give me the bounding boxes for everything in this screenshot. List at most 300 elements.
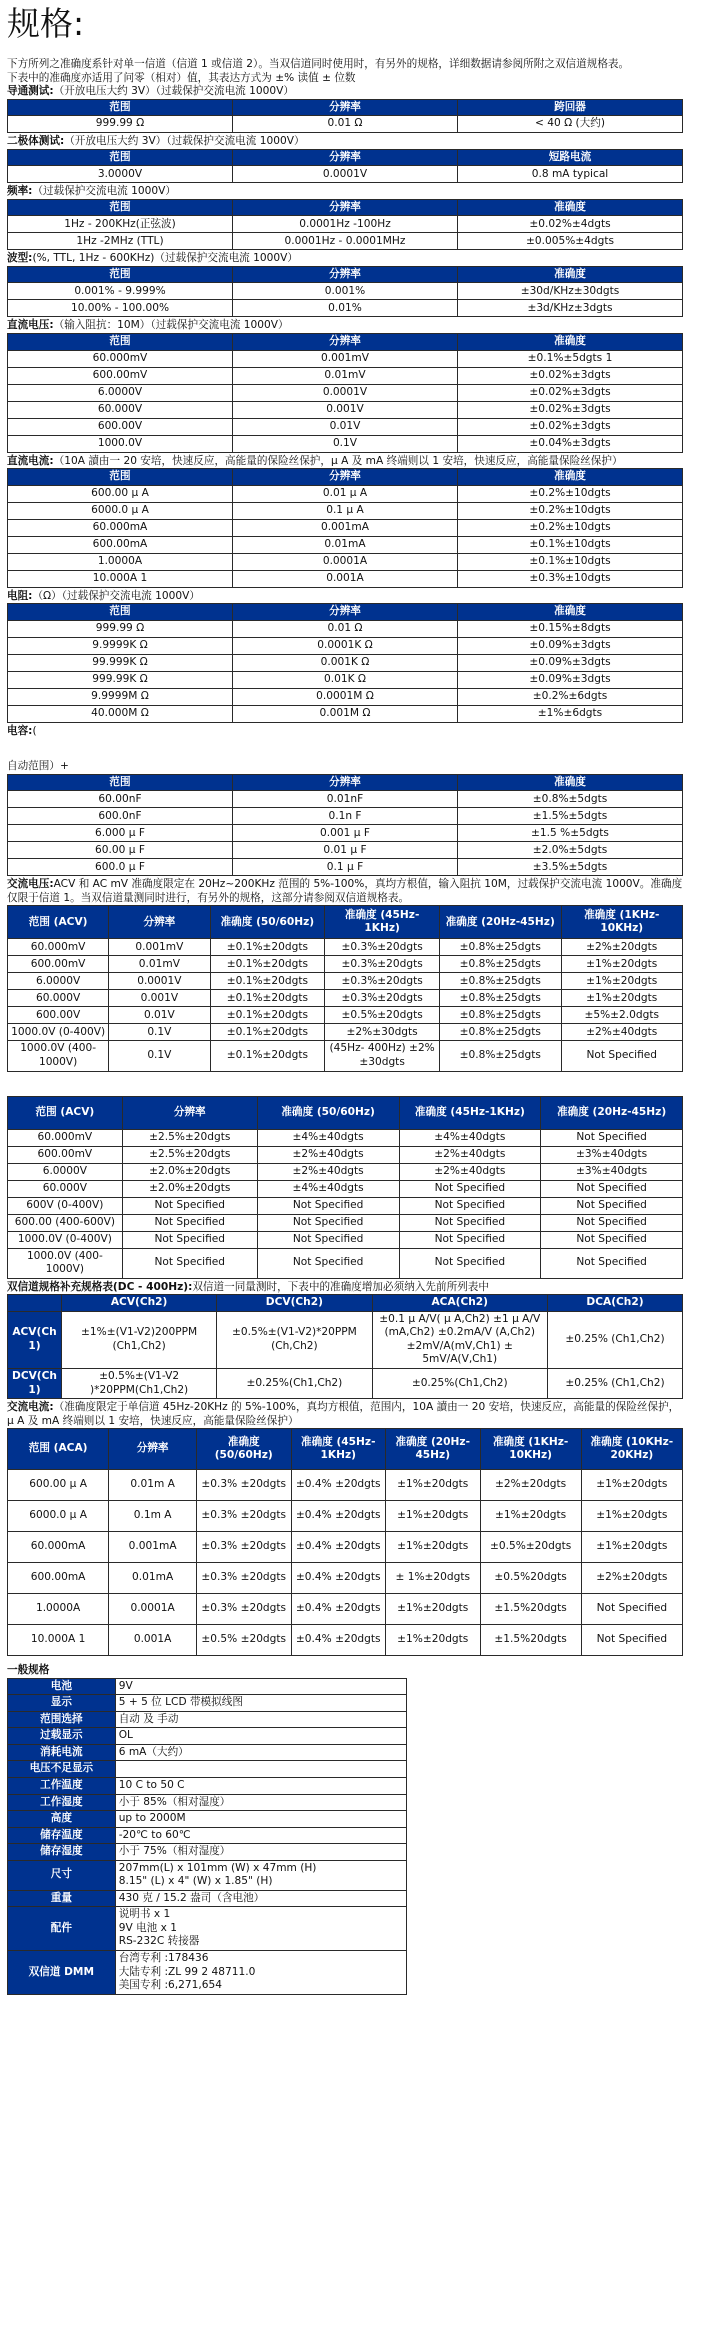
spec-value xyxy=(115,1744,406,1761)
table-cell: 6.0000V xyxy=(8,973,109,990)
table-cell: 60.000mA xyxy=(8,1532,109,1563)
spec-value xyxy=(115,1860,406,1890)
column-header: 准确度 (45Hz-1KHz) xyxy=(399,1096,541,1129)
table-cell: 600.00mA xyxy=(8,1563,109,1594)
table-row xyxy=(8,1368,683,1398)
table-cell: 600.00 μ A xyxy=(8,1470,109,1501)
table-cell: ±1%±20dgts xyxy=(561,990,683,1007)
table-cell: ±0.02%±3dgts xyxy=(458,418,683,435)
table-cell: 600.00mV xyxy=(8,956,109,973)
table-row xyxy=(8,688,683,705)
column-header: 分辨率 xyxy=(233,266,458,283)
spec-label: 储存温度 xyxy=(8,1827,116,1844)
table-cell: 0.1n F xyxy=(233,808,458,825)
table-cell: ±2%±20dgts xyxy=(561,939,683,956)
table-cell: 0.1V xyxy=(109,1024,210,1041)
table-cell: ±0.4% ±20dgts xyxy=(291,1563,386,1594)
general-row xyxy=(8,1678,407,1695)
table-cell: ±0.1%±10dgts xyxy=(458,536,683,553)
table-cell: 0.0001K Ω xyxy=(233,637,458,654)
table-cell: ±0.02%±3dgts xyxy=(458,401,683,418)
table-row xyxy=(8,1129,683,1146)
section-heading xyxy=(7,1281,683,1295)
section-note: （10A 讀由一 20 安培，快速反应，高能量的保险丝保护，μ A 及 mA 终端则以 1 安培，快速反应，高能量保险丝保护） xyxy=(53,454,623,467)
table-cell: ±0.8%±25dgts xyxy=(440,990,562,1007)
aca-table xyxy=(7,1428,683,1656)
table-cell: ±0.005%±4dgts xyxy=(458,233,683,250)
section-heading-label: 二极体测试: xyxy=(7,135,65,148)
table-row xyxy=(8,485,683,502)
table-cell: ±1%±20dgts xyxy=(581,1532,682,1563)
table-cell: ±0.09%±3dgts xyxy=(458,671,683,688)
table-cell: ±0.1%±20dgts xyxy=(210,1041,325,1071)
ohm-table xyxy=(7,603,683,723)
table-row xyxy=(8,808,683,825)
spec-value-line: 小于 75%（相对湿度） xyxy=(118,1845,231,1858)
table-row xyxy=(8,519,683,536)
spec-value-line: RS-232C 转接器 xyxy=(118,1935,200,1948)
table-cell: ±1.5%±5dgts xyxy=(458,808,683,825)
section-heading-label: 交流电压: xyxy=(7,878,54,891)
table-cell: ±0.02%±4dgts xyxy=(458,216,683,233)
section-heading xyxy=(7,590,683,604)
table-cell: 10.000A 1 xyxy=(8,570,233,587)
section-heading xyxy=(7,1401,683,1428)
table-cell: 6.0000V xyxy=(8,1163,123,1180)
table-row xyxy=(8,1146,683,1163)
table-cell: 10.000A 1 xyxy=(8,1625,109,1656)
table-cell: 9.9999K Ω xyxy=(8,637,233,654)
spec-value xyxy=(115,1907,406,1951)
table-row xyxy=(8,1532,683,1563)
table-cell: ± 1%±20dgts xyxy=(386,1563,481,1594)
table-cell: 0.01V xyxy=(109,1007,210,1024)
table-cell: ±30d/KHz±30dgts xyxy=(458,283,683,300)
spec-value xyxy=(115,1777,406,1794)
table-cell: ±1.5 %±5dgts xyxy=(458,825,683,842)
table-cell: ±0.1%±10dgts xyxy=(458,553,683,570)
table-row xyxy=(8,1248,683,1278)
table-row xyxy=(8,1625,683,1656)
table-row xyxy=(8,367,683,384)
spec-value xyxy=(115,1695,406,1712)
table-header-row xyxy=(8,199,683,216)
spec-value-line: up to 2000M xyxy=(118,1812,186,1825)
table-cell: 0.0001M Ω xyxy=(233,688,458,705)
duty-table xyxy=(7,266,683,318)
section-heading xyxy=(7,319,683,333)
spec-label: 双信道 DMM xyxy=(8,1950,116,1994)
table-cell: 600.00mA xyxy=(8,536,233,553)
spec-value-line: 10 C to 50 C xyxy=(118,1778,185,1791)
spec-sections xyxy=(7,85,683,1995)
column-header: 范围 xyxy=(8,99,233,116)
table-cell: ±1%±20dgts xyxy=(581,1501,682,1532)
table-cell: ±0.8%±25dgts xyxy=(440,973,562,990)
spec-value-line: 5 + 5 位 LCD 带模拟线图 xyxy=(118,1696,243,1709)
general-row xyxy=(8,1744,407,1761)
section-heading xyxy=(7,185,683,199)
table-cell: Not Specified xyxy=(541,1248,683,1278)
general-row xyxy=(8,1777,407,1794)
column-header: 准确度 xyxy=(458,604,683,621)
table-cell: ±0.5%±20dgts xyxy=(325,1007,440,1024)
table-header-row xyxy=(8,469,683,486)
table-cell: Not Specified xyxy=(541,1180,683,1197)
column-header: 分辨率 xyxy=(233,774,458,791)
table-cell: 0.01V xyxy=(233,418,458,435)
spec-label: 范围选择 xyxy=(8,1711,116,1728)
table-header-row xyxy=(8,1295,683,1312)
table-cell: 1Hz - 200KHz(正弦波) xyxy=(8,216,233,233)
table-cell: 600.00V xyxy=(8,1007,109,1024)
table-cell: 1.0000A xyxy=(8,553,233,570)
table-row xyxy=(8,116,683,133)
table-cell: ±0.04%±3dgts xyxy=(458,435,683,452)
table-header-row xyxy=(8,604,683,621)
table-cell: 60.000mV xyxy=(8,1129,123,1146)
table-cell: ±2%±20dgts xyxy=(480,1470,581,1501)
table-cell: 0.0001A xyxy=(109,1594,197,1625)
spec-value xyxy=(115,1728,406,1745)
column-header: 分辨率 xyxy=(109,906,210,939)
column-header: 准确度 (50/60Hz) xyxy=(210,906,325,939)
table-cell: ±3.5%±5dgts xyxy=(458,859,683,876)
spec-value-line: 自动 及 手动 xyxy=(118,1712,179,1725)
column-header: 准确度 (1KHz-10KHz) xyxy=(480,1429,581,1470)
table-cell: 60.000mA xyxy=(8,519,233,536)
table-cell: 1000.0V xyxy=(8,435,233,452)
table-row xyxy=(8,1007,683,1024)
table-header-row xyxy=(8,906,683,939)
table-cell: Not Specified xyxy=(541,1197,683,1214)
table-cell: ±1%±(V1-V2)200PPM (Ch1,Ch2) xyxy=(62,1311,217,1368)
section-heading-label: 电容: xyxy=(7,724,33,737)
table-row xyxy=(8,620,683,637)
column-header: 范围 xyxy=(8,774,233,791)
table-cell: 0.001A xyxy=(109,1625,197,1656)
spec-value-line: 美国专利 :6,271,654 xyxy=(118,1979,222,1992)
spec-label: 过载显示 xyxy=(8,1728,116,1745)
table-cell: ±0.4% ±20dgts xyxy=(291,1501,386,1532)
table-cell: DCV(Ch1) xyxy=(8,1368,62,1398)
table-cell: ±2%±40dgts xyxy=(257,1163,399,1180)
table-cell: 0.0001V xyxy=(233,384,458,401)
table-cell: Not Specified xyxy=(541,1214,683,1231)
column-header: 准确度 (45Hz-1KHz) xyxy=(291,1429,386,1470)
table-cell: ±0.25% (Ch1,Ch2) xyxy=(548,1311,683,1368)
section-note: （准确度限定于单信道 45Hz-20KHz 的 5%-100%，真均方根值，范围内，10A 讀由一 20 安培，快速反应，高能量的保险丝保护，μ A 及 mA 终端则以 1 安培，快速反应，高能量保险丝保护） xyxy=(7,1401,680,1427)
column-header: 范围 xyxy=(8,334,233,351)
spec-label: 储存湿度 xyxy=(8,1844,116,1861)
table-row xyxy=(8,1311,683,1368)
table-cell: Not Specified xyxy=(581,1594,682,1625)
table-cell: ±0.3% ±20dgts xyxy=(197,1594,292,1625)
intro-text xyxy=(7,58,683,85)
table-row xyxy=(8,384,683,401)
table-cell: ±0.3% ±20dgts xyxy=(197,1470,292,1501)
table-cell: Not Specified xyxy=(257,1248,399,1278)
table-row xyxy=(8,637,683,654)
section-heading-label: 交流电流: xyxy=(7,1401,54,1414)
table-cell: 0.1m A xyxy=(109,1501,197,1532)
column-header: DCV(Ch2) xyxy=(217,1295,372,1312)
spec-value-line: 207mm(L) x 101mm (W) x 47mm (H) xyxy=(118,1861,317,1874)
spec-value xyxy=(115,1711,406,1728)
table-header-row xyxy=(8,334,683,351)
spec-value-line: 小于 85%（相对湿度） xyxy=(118,1795,231,1808)
spec-label: 配件 xyxy=(8,1907,116,1951)
table-cell: (45Hz- 400Hz) ±2%±30dgts xyxy=(325,1041,440,1071)
table-cell: 60.000mV xyxy=(8,939,109,956)
table-cell: ±0.25%(Ch1,Ch2) xyxy=(217,1368,372,1398)
spec-value xyxy=(115,1890,406,1907)
spec-value xyxy=(115,1844,406,1861)
section-note: （过载保护交流电流 1000V） xyxy=(32,185,176,198)
table-cell: 0.001mV xyxy=(109,939,210,956)
spec-value-line: 9V 电池 x 1 xyxy=(118,1921,178,1934)
table-row xyxy=(8,1197,683,1214)
table-cell: ±0.3% ±20dgts xyxy=(197,1563,292,1594)
table-cell: 600.00mV xyxy=(8,1146,123,1163)
table-cell: 0.1V xyxy=(233,435,458,452)
table-cell: ±2.0%±20dgts xyxy=(122,1180,257,1197)
table-cell: ±0.5% ±20dgts xyxy=(197,1625,292,1656)
table-cell: ±0.3%±10dgts xyxy=(458,570,683,587)
table-row xyxy=(8,300,683,317)
spec-value-line: 8.15" (L) x 4" (W) x 1.85" (H) xyxy=(118,1875,273,1888)
table-cell: ±2%±40dgts xyxy=(399,1163,541,1180)
table-cell: 0.01K Ω xyxy=(233,671,458,688)
intro-line-1: 下方所列之准确度系针对单一信道（信道 1 或信道 2）。当双信道同时使用时，有另外的规格，详细数据请参阅所附之双信道规格表。 xyxy=(7,58,630,70)
table-cell: 0.01mA xyxy=(233,536,458,553)
column-header: 范围 xyxy=(8,199,233,216)
table-cell: ±0.1%±20dgts xyxy=(210,990,325,1007)
table-cell: ±1%±20dgts xyxy=(386,1594,481,1625)
section-note: (%, TTL, 1Hz - 600KHz)（过载保护交流电流 1000V） xyxy=(32,252,298,265)
section-note: 自动范围）+ xyxy=(7,760,69,773)
table-cell: ±2.0%±20dgts xyxy=(122,1163,257,1180)
general-row xyxy=(8,1811,407,1828)
table-row xyxy=(8,283,683,300)
table-cell: ±0.5%±(V1-V2 )*20PPM(Ch1,Ch2) xyxy=(62,1368,217,1398)
section-heading xyxy=(7,878,683,905)
table-header-row xyxy=(8,99,683,116)
table-cell: ±1%±20dgts xyxy=(561,956,683,973)
table-cell: 600.0 μ F xyxy=(8,859,233,876)
intro-line-2: 下表中的准确度亦适用了问零（相对）值，其表达方式为 ±% 读值 ± 位数 xyxy=(7,71,356,84)
column-header: 跨回器 xyxy=(458,99,683,116)
section-heading-label: 频率: xyxy=(7,185,33,198)
table-cell: ±2%±30dgts xyxy=(325,1024,440,1041)
table-cell: ±0.25%(Ch1,Ch2) xyxy=(372,1368,548,1398)
table-header-row xyxy=(8,1429,683,1470)
table-cell: 0.001A xyxy=(233,570,458,587)
table-cell: ±0.3%±20dgts xyxy=(325,939,440,956)
column-header: 准确度 (50/60Hz) xyxy=(197,1429,292,1470)
table-cell: ±0.1%±20dgts xyxy=(210,956,325,973)
column-header: 范围 (ACA) xyxy=(8,1429,109,1470)
table-cell: 0.001mV xyxy=(233,350,458,367)
column-header: 分辨率 xyxy=(233,149,458,166)
table-cell: 60.00 μ F xyxy=(8,842,233,859)
column-header: 分辨率 xyxy=(233,604,458,621)
spec-value-line: 6 mA（大约） xyxy=(118,1745,189,1758)
table-cell: ±0.8%±25dgts xyxy=(440,956,562,973)
table-cell: ±1%±20dgts xyxy=(581,1470,682,1501)
column-header: 范围 (ACV) xyxy=(8,906,109,939)
column-header: 准确度 (20Hz-45Hz) xyxy=(440,906,562,939)
spec-value-line: 说明书 x 1 xyxy=(118,1908,171,1921)
table-cell: 0.1 μ A xyxy=(233,502,458,519)
table-row xyxy=(8,350,683,367)
table-cell: 1000.0V (0-400V) xyxy=(8,1024,109,1041)
table-cell: ±0.4% ±20dgts xyxy=(291,1625,386,1656)
table-cell: Not Specified xyxy=(561,1041,683,1071)
section-note: （开放电压大约 3V）（过载保护交流电流 1000V） xyxy=(53,85,294,98)
dcv-table xyxy=(7,333,683,453)
table-row xyxy=(8,791,683,808)
table-cell: ±0.25% (Ch1,Ch2) xyxy=(548,1368,683,1398)
table-row xyxy=(8,990,683,1007)
spec-label: 工作湿度 xyxy=(8,1794,116,1811)
table-cell: ±0.1%±5dgts 1 xyxy=(458,350,683,367)
table-cell: ±0.4% ±20dgts xyxy=(291,1470,386,1501)
section-note: （输入阻抗：10M）（过载保护交流电流 1000V） xyxy=(53,319,289,332)
table-cell: Not Specified xyxy=(541,1129,683,1146)
spec-label: 工作温度 xyxy=(8,1777,116,1794)
table-cell: 0.0001Hz -100Hz xyxy=(233,216,458,233)
table-cell: 0.001V xyxy=(109,990,210,1007)
table-cell: ±0.3% ±20dgts xyxy=(197,1532,292,1563)
table-cell: 0.01m A xyxy=(109,1470,197,1501)
table-row xyxy=(8,216,683,233)
table-cell: Not Specified xyxy=(257,1214,399,1231)
table-cell: Not Specified xyxy=(399,1248,541,1278)
table-cell: ±0.5%±20dgts xyxy=(480,1532,581,1563)
table-cell: ±2%±40dgts xyxy=(561,1024,683,1041)
general-row xyxy=(8,1761,407,1778)
general-row xyxy=(8,1728,407,1745)
column-header: 准确度 (50/60Hz) xyxy=(257,1096,399,1129)
spec-label: 电池 xyxy=(8,1678,116,1695)
table-cell: ±2%±40dgts xyxy=(257,1146,399,1163)
table-cell: 1000.0V (0-400V) xyxy=(8,1231,123,1248)
table-cell: ±1%±20dgts xyxy=(386,1532,481,1563)
table-cell: ±0.02%±3dgts xyxy=(458,367,683,384)
table-row xyxy=(8,233,683,250)
table-cell: 0.0001V xyxy=(233,166,458,183)
table-cell: 0.01nF xyxy=(233,791,458,808)
spec-value xyxy=(115,1827,406,1844)
table-cell: 600.0nF xyxy=(8,808,233,825)
table-cell: ±4%±40dgts xyxy=(257,1180,399,1197)
table-cell: ±2.5%±20dgts xyxy=(122,1146,257,1163)
general-row xyxy=(8,1827,407,1844)
table-cell: ±0.02%±3dgts xyxy=(458,384,683,401)
section-heading-label: 导通测试: xyxy=(7,85,54,98)
spec-label: 消耗电流 xyxy=(8,1744,116,1761)
table-cell: Not Specified xyxy=(257,1231,399,1248)
column-header: 准确度 xyxy=(458,334,683,351)
section-note: ( xyxy=(32,724,37,737)
section-note: （开放电压大约 3V）（过载保护交流电流 1000V） xyxy=(64,135,305,148)
table-cell: ±1%±6dgts xyxy=(458,705,683,722)
table-row xyxy=(8,973,683,990)
table-cell: ±0.09%±3dgts xyxy=(458,654,683,671)
table-row xyxy=(8,1024,683,1041)
general-table xyxy=(7,1678,407,1995)
spec-value-line: 台湾专利 :178436 xyxy=(118,1951,209,1964)
table-cell: 0.01mV xyxy=(233,367,458,384)
table-row xyxy=(8,705,683,722)
table-row xyxy=(8,1180,683,1197)
table-header-row xyxy=(8,266,683,283)
table-row xyxy=(8,553,683,570)
spec-value xyxy=(115,1794,406,1811)
page-title: 规格: xyxy=(7,4,85,43)
spec-label: 尺寸 xyxy=(8,1860,116,1890)
table-cell: 6000.0 μ A xyxy=(8,502,233,519)
table-cell: ±1%±20dgts xyxy=(561,973,683,990)
table-cell: 999.99K Ω xyxy=(8,671,233,688)
table-cell: 6.000 μ F xyxy=(8,825,233,842)
table-header-row xyxy=(8,1096,683,1129)
section-heading-label: 直流电流: xyxy=(7,454,54,467)
spec-label: 电压不足显示 xyxy=(8,1761,116,1778)
spec-label: 高度 xyxy=(8,1811,116,1828)
column-header: 范围 xyxy=(8,469,233,486)
column-header: 分辨率 xyxy=(109,1429,197,1470)
table-cell: 60.00nF xyxy=(8,791,233,808)
table-cell: ±2.0%±5dgts xyxy=(458,842,683,859)
table-cell: 0.001M Ω xyxy=(233,705,458,722)
table-cell: Not Specified xyxy=(581,1625,682,1656)
table-cell: ±0.8%±5dgts xyxy=(458,791,683,808)
table-cell: 600.00 μ A xyxy=(8,485,233,502)
table-cell: ±0.8%±25dgts xyxy=(440,1024,562,1041)
table-cell: Not Specified xyxy=(257,1197,399,1214)
table-row xyxy=(8,825,683,842)
table-row xyxy=(8,1470,683,1501)
table-cell: Not Specified xyxy=(399,1214,541,1231)
table-cell: 600.00V xyxy=(8,418,233,435)
table-row xyxy=(8,166,683,183)
table-cell: ±0.1%±20dgts xyxy=(210,973,325,990)
table-cell: 3.0000V xyxy=(8,166,233,183)
table-cell: 0.01 μ F xyxy=(233,842,458,859)
table-header-row xyxy=(8,149,683,166)
table-cell: 0.0001A xyxy=(233,553,458,570)
section-heading-label: 直流电压: xyxy=(7,319,54,332)
general-heading xyxy=(7,1664,683,1678)
table-cell: 999.99 Ω xyxy=(8,116,233,133)
table-cell: 0.0001Hz - 0.0001MHz xyxy=(233,233,458,250)
section-heading-label: 波型: xyxy=(7,252,33,265)
table-cell: ±3%±40dgts xyxy=(541,1163,683,1180)
table-cell: ±3d/KHz±3dgts xyxy=(458,300,683,317)
table-cell: 0.001% - 9.999% xyxy=(8,283,233,300)
spec-value xyxy=(115,1678,406,1695)
table-row xyxy=(8,570,683,587)
column-header: 准确度 (10KHz-20KHz) xyxy=(581,1429,682,1470)
table-cell: ±2%±20dgts xyxy=(581,1563,682,1594)
section-heading xyxy=(7,85,683,99)
table-cell: 0.01 Ω xyxy=(233,116,458,133)
table-cell: 999.99 Ω xyxy=(8,620,233,637)
table-cell: ±1.5%20dgts xyxy=(480,1594,581,1625)
table-cell: ACV(Ch1) xyxy=(8,1311,62,1368)
